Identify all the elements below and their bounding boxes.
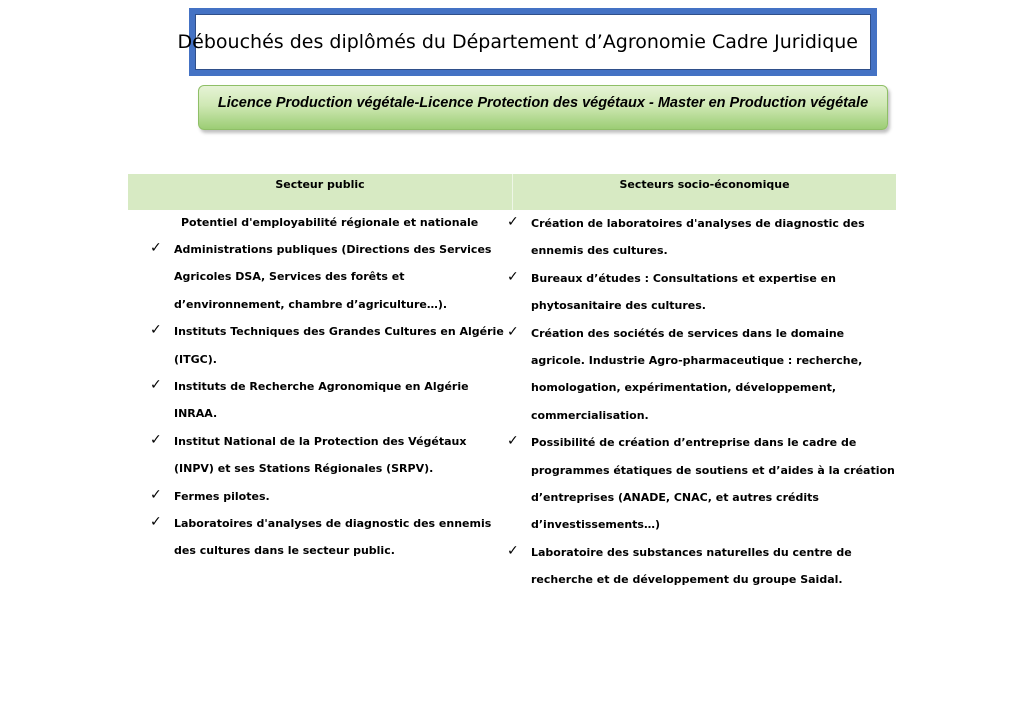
page-title: Débouchés des diplômés du Département d’Agronomie Cadre Juridique	[177, 31, 858, 53]
public-sector-item	[150, 510, 504, 565]
public-sector-item	[150, 373, 504, 428]
public-sector-item	[150, 318, 504, 373]
table-header	[128, 174, 896, 210]
list-item-text: Instituts Techniques des Grandes Cultures en Algérie (ITGC).	[174, 325, 504, 366]
public-sector-item	[150, 428, 504, 483]
list-item-text: Instituts de Recherche Agronomique en Algérie INRAA.	[174, 380, 469, 421]
list-item-text: Fermes pilotes.	[174, 489, 270, 503]
checkmark-icon: ✓	[150, 514, 162, 531]
socio-economic-item	[507, 429, 896, 539]
list-item-text: Laboratoires d'analyses de diagnostic des ennemis des cultures dans le secteur public.	[174, 517, 492, 558]
checkmark-icon: ✓	[507, 214, 519, 230]
header-public-sector: Secteur public	[275, 178, 365, 191]
socio-economic-item	[507, 320, 896, 430]
checkmark-icon: ✓	[150, 322, 162, 339]
socio-economic-column	[507, 210, 896, 594]
checkmark-icon: ✓	[150, 486, 162, 503]
public-sector-column	[128, 210, 512, 594]
outlets-table	[128, 174, 896, 594]
checkmark-icon: ✓	[507, 268, 519, 285]
employability-intro: Potentiel d'employabilité régionale et nationale	[181, 216, 479, 229]
public-sector-item	[150, 483, 504, 510]
title-frame	[177, 14, 871, 70]
table-body	[128, 210, 896, 594]
list-item-text: Possibilité de création d’entreprise dans le cadre de programmes étatiques de soutiens et d’aides à la création d’entreprises (ANADE, CNAC, et autres crédits d’investissements…)	[531, 436, 895, 532]
socio-economic-item	[507, 210, 896, 265]
public-sector-item	[150, 236, 504, 318]
list-item-text: Bureaux d’études : Consultations et expertise en phytosanitaire des cultures.	[531, 271, 836, 313]
socio-economic-item	[507, 265, 896, 320]
checkmark-icon: ✓	[507, 433, 519, 450]
subtitle-banner	[198, 85, 888, 130]
subtitle: Licence Production végétale-Licence Protection des végétaux - Master en Production végétale	[217, 94, 869, 111]
list-item-text: Création de laboratoires d'analyses de diagnostic des ennemis des cultures.	[531, 217, 865, 258]
title-box	[177, 8, 877, 76]
header-socio-economic-sector: Secteurs socio-économique	[512, 174, 896, 210]
checkmark-icon: ✓	[507, 542, 519, 559]
checkmark-icon: ✓	[507, 323, 519, 340]
list-item-text: Création des sociétés de services dans le domaine agricole. Industrie Agro-pharmaceutique : recherche, homologation, expérimentation, développement, commercialisation.	[531, 326, 863, 422]
list-item-text: Administrations publiques (Directions des Services Agricoles DSA, Services des forêts et d’environnement, chambre d’agriculture…).	[174, 243, 492, 311]
checkmark-icon: ✓	[150, 431, 162, 448]
list-item-text: Institut National de la Protection des Végétaux (INPV) et ses Stations Régionales (SRPV).	[174, 434, 467, 476]
public-sector-list	[150, 236, 504, 565]
socio-economic-item	[507, 539, 896, 594]
checkmark-icon: ✓	[150, 240, 162, 256]
list-item-text: Laboratoire des substances naturelles du centre de recherche et de développement du groupe Saidal.	[531, 545, 852, 587]
socio-economic-list	[507, 210, 896, 594]
checkmark-icon: ✓	[150, 377, 162, 394]
